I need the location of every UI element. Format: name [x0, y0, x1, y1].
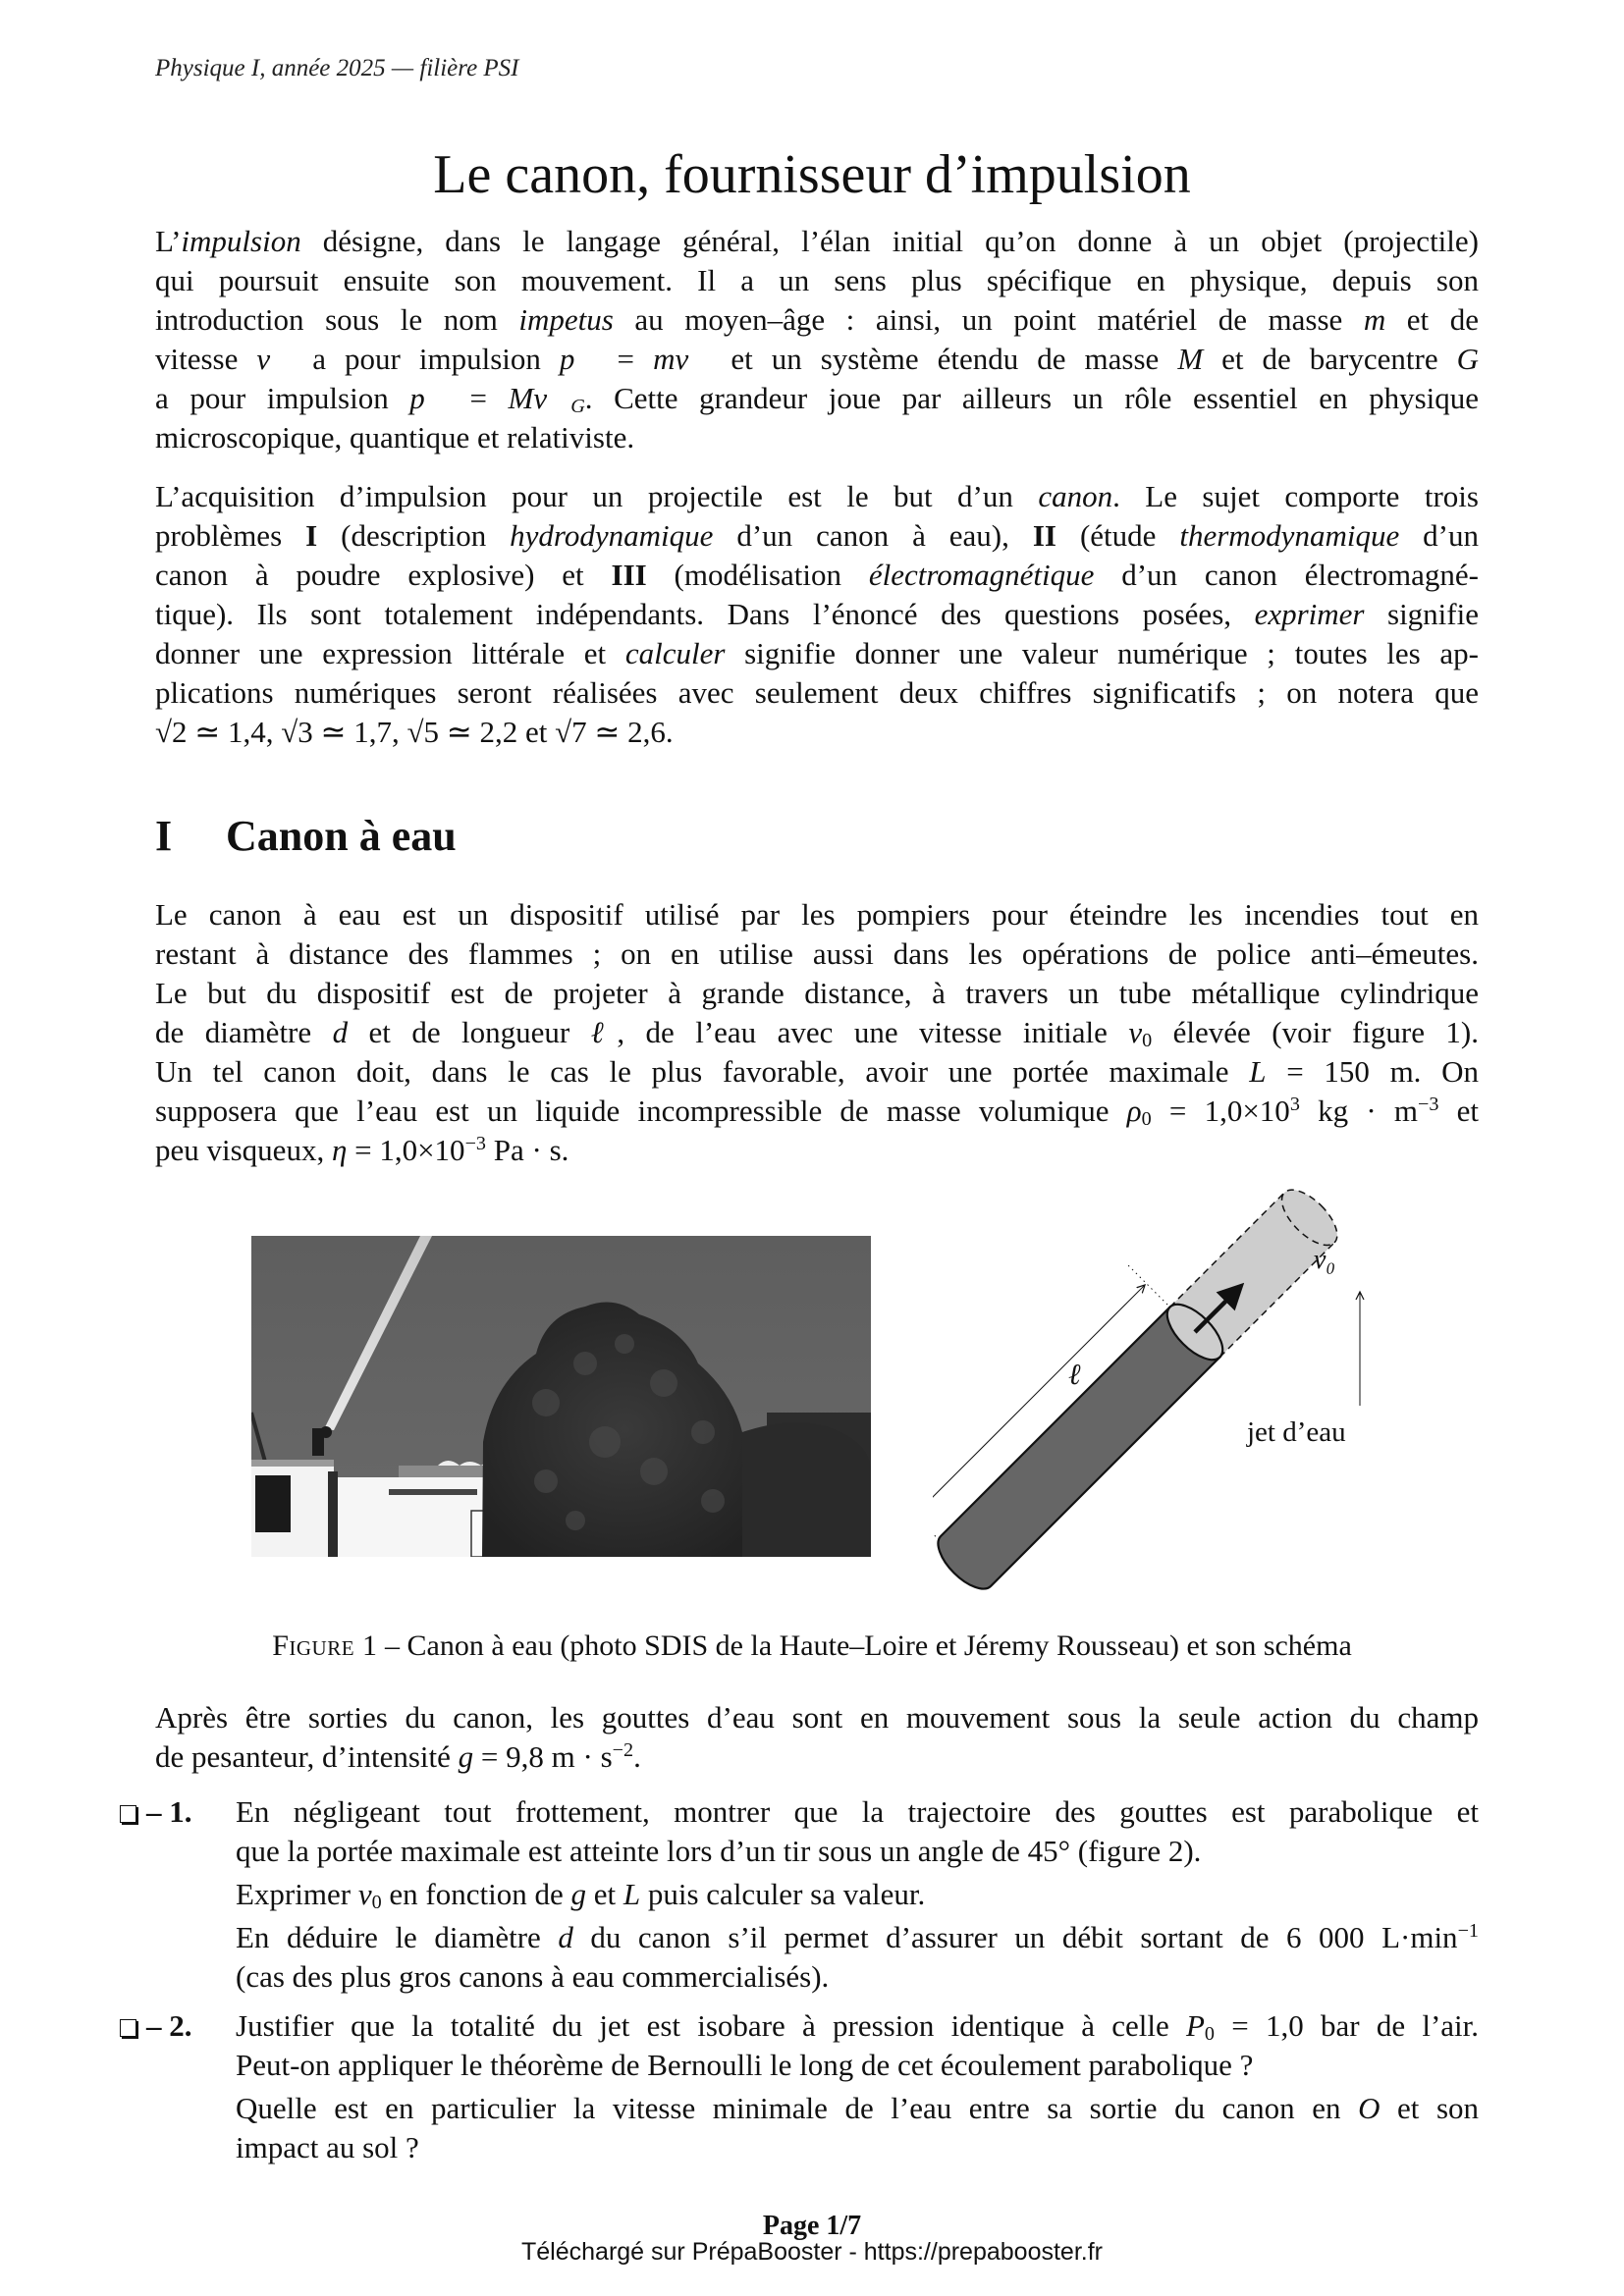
text-line: Le canon à eau est un dispositif utilisé par les pompiers pour éteindre les incendies tout en — [155, 897, 1479, 932]
text-line: qui poursuit ensuite son mouvement. Il a un sens plus spécifique en physique, depuis son — [155, 263, 1479, 297]
text-line: restant à distance des flammes ; on en utilise aussi dans les opérations de police anti–émeutes. — [155, 936, 1479, 971]
text-line: peu visqueux, $\eta = 1,0\times 10^{-3}$ Pa · s. — [155, 1132, 569, 1167]
text-line: √2 ≃ 1,4, √3 ≃ 1,7, √5 ≃ 2,2 et √7 ≃ 2,6. — [155, 715, 674, 749]
tube-shape — [933, 1296, 1231, 1598]
download-note: Téléchargé sur PrépaBooster - https://prepabooster.fr — [521, 2238, 1103, 2266]
text-line: problèmes I (description hydrodynamique d’un canon à eau), II (étude thermodynamique d’un — [155, 518, 1479, 553]
text-line: microscopique, quantique et relativiste. — [155, 420, 635, 454]
length-label: ℓ — [1068, 1359, 1081, 1391]
text-line: L’acquisition d’impulsion pour un projectile est le but d’un canon. Le sujet comporte trois — [155, 479, 1479, 513]
text-line: plications numériques seront réalisées avec seulement deux chiffres significatifs ; on notera que — [155, 675, 1479, 710]
text-line: vitesse v⃗ a pour impulsion p⃗ = mv⃗ et un système étendu de masse M et de barycentre G — [155, 342, 1480, 376]
text-line: Exprimer $v_0$ en fonction de g et L puis calculer sa valeur. — [236, 1877, 926, 1914]
running-head: Physique I, année 2025 — filière PSI — [155, 55, 519, 81]
text-line: canon à poudre explosive) et III (modélisation électromagnétique d’un canon électromagné- — [155, 558, 1479, 592]
text-line: donner une expression littérale et calculer signifie donner une valeur numérique ; toutes les ap- — [155, 636, 1479, 670]
text-line: En déduire le diamètre d du canon s’il permet d’assurer un débit sortant de 6 000 $L\cdot\min^{-1}$ — [236, 1919, 1479, 1954]
figure-photo — [251, 1236, 871, 1557]
text-line: Un tel canon doit, dans le cas le plus favorable, avoir une portée maximale L = 150 m. On — [155, 1054, 1480, 1089]
text-line: Après être sorties du canon, les gouttes d’eau sont en mouvement sous la seule action du champ — [155, 1700, 1479, 1735]
cannon-diagram — [933, 1188, 1424, 1600]
text-line: de pesanteur, d’intensité g = 9,8 $m \cdot s^{-2}$. — [155, 1738, 641, 1774]
text-line: de diamètre d et de longueur ℓ, de l’eau avec une vitesse initiale $v_0$ élevée (voir figure 1). — [155, 1015, 1479, 1052]
figure-caption — [0, 1629, 1624, 1663]
text-line: L’impulsion désigne, dans le langage général, l’élan initial qu’on donne à un objet (projectile) — [155, 224, 1479, 258]
section-title: Canon à eau — [226, 812, 457, 860]
page-number: Page 1/7 — [762, 2211, 862, 2241]
text-line: Justifier que la totalité du jet est isobare à pression identique à celle $P_0 = 1,0$ bar de l’air. — [236, 2008, 1479, 2046]
page-title: Le canon, fournisseur d’impulsion — [433, 144, 1191, 205]
text-line: a pour impulsion p⃗ = $Mv⃗_G$. Cette grandeur joue par ailleurs un rôle essentiel en physique — [155, 381, 1480, 418]
caption-prefix: Figure 1 — [272, 1629, 378, 1662]
text-line: que la portée maximale est atteinte lors d’un tir sous un angle de 45° (figure 2). — [236, 1834, 1202, 1868]
text-line: (cas des plus gros canons à eau commercialisés). — [236, 1959, 830, 1994]
section-heading — [155, 811, 457, 861]
text-line: Peut-on appliquer le théorème de Bernoulli le long de cet écoulement parabolique ? — [236, 2048, 1254, 2082]
section-number: I — [155, 812, 173, 860]
checkbox-icon[interactable] — [120, 1805, 136, 1823]
question-marker: – 2. — [120, 2006, 192, 2046]
text-line: En négligeant tout frottement, montrer que la trajectoire des gouttes est parabolique et — [236, 1794, 1479, 1829]
text-line: Le but du dispositif est de projeter à grande distance, à travers un tube métallique cylindrique — [155, 976, 1479, 1010]
text-line: introduction sous le nom impetus au moyen–âge : ainsi, un point matériel de masse m et de — [155, 302, 1479, 337]
jet-label: jet d’eau — [1247, 1416, 1346, 1448]
text-line: impact au sol ? — [236, 2130, 419, 2164]
water-cannon-photo — [251, 1236, 871, 1557]
velocity-label: v₀ — [1314, 1245, 1336, 1275]
text-line: supposera que l’eau est un liquide incompressible de masse volumique $\rho_0 = 1,0\times 10^3$ kg · $m^{-3}$ et — [155, 1093, 1480, 1131]
text-line: tique). Ils sont totalement indépendants. Dans l’énoncé des questions posées, exprimer signifie — [155, 597, 1479, 631]
text-line: Quelle est en particulier la vitesse minimale de l’eau entre sa sortie du canon en O et son — [236, 2091, 1480, 2125]
question-marker: – 1. — [120, 1792, 192, 1832]
caption-text: – Canon à eau (photo SDIS de la Haute–Loire et Jéremy Rousseau) et son schéma — [377, 1629, 1352, 1662]
checkbox-icon[interactable] — [120, 2019, 136, 2037]
